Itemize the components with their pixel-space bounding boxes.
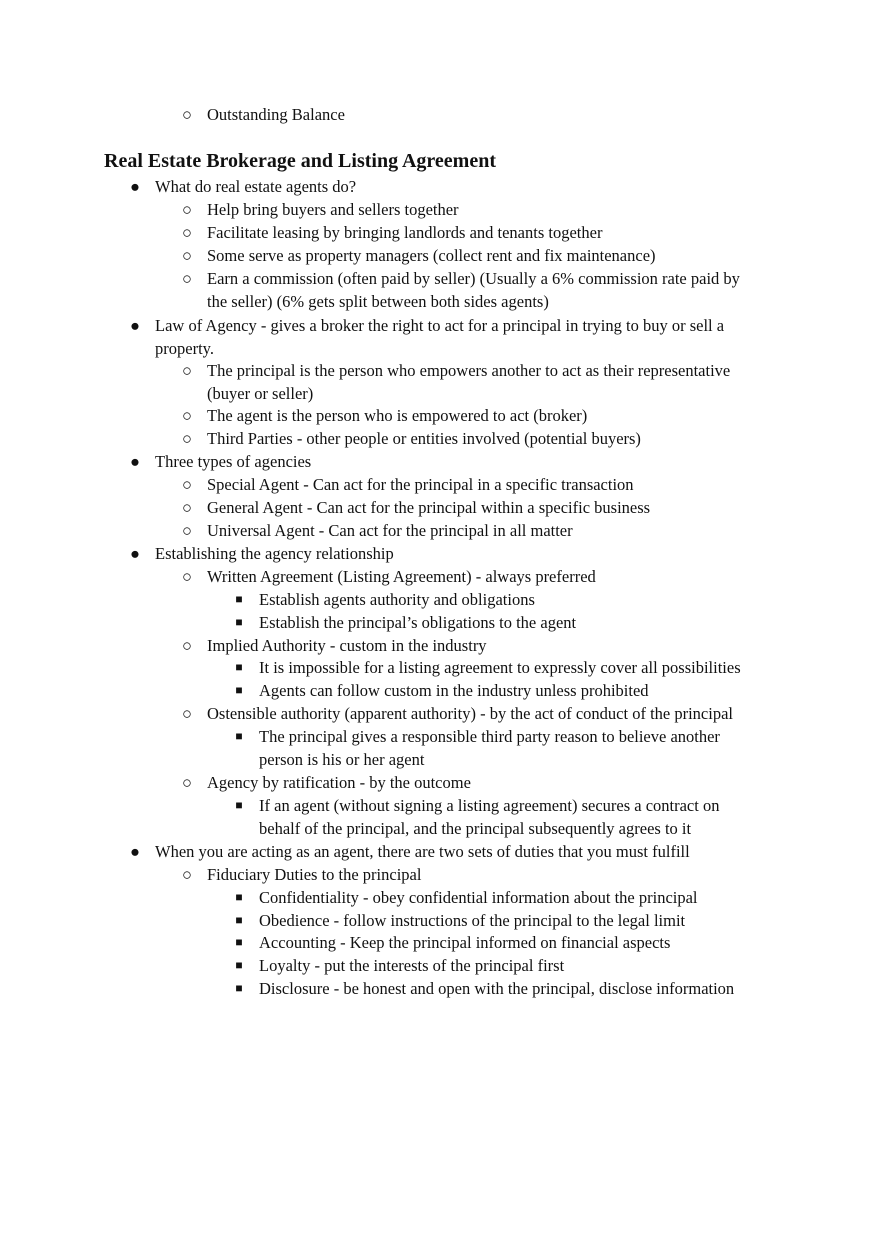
outline-subsubitem: Establish the principal’s obligations to the agent (259, 613, 577, 632)
bullet-hollow: ○ (182, 704, 192, 723)
section-heading: Real Estate Brokerage and Listing Agreement (104, 150, 497, 172)
outline-subitem: Fiduciary Duties to the principal (207, 865, 422, 884)
outline-item-continuation: property. (155, 339, 214, 358)
outline-subitem: Special Agent - Can act for the principal in a specific transaction (207, 475, 634, 494)
bullet-square: ■ (235, 913, 243, 927)
bullet-hollow: ○ (182, 223, 192, 242)
outline-subitem: Implied Authority - custom in the industry (207, 636, 487, 655)
outline-subitem: Third Parties - other people or entities involved (potential buyers) (207, 429, 641, 448)
bullet-hollow: ○ (182, 105, 192, 124)
bullet-hollow: ○ (182, 567, 192, 586)
bullet-filled: ● (130, 316, 140, 335)
outline-subitem-continuation: the seller) (6% gets split between both sides agents) (207, 292, 549, 311)
bullet-hollow: ○ (182, 498, 192, 517)
outline-subitem: The principal is the person who empowers another to act as their representative (207, 361, 731, 380)
bullet-filled: ● (130, 452, 140, 471)
outline-subsubitem-continuation: behalf of the principal, and the principal subsequently agrees to it (259, 819, 692, 838)
outline-subsubitem: If an agent (without signing a listing agreement) secures a contract on (259, 796, 720, 815)
outline-subitem: General Agent - Can act for the principal within a specific business (207, 498, 651, 517)
outline-subsubitem: It is impossible for a listing agreement to expressly cover all possibilities (259, 658, 741, 677)
bullet-square: ■ (235, 890, 243, 904)
bullet-hollow: ○ (182, 200, 192, 219)
outline-subsubitem-continuation: person is his or her agent (259, 750, 425, 769)
outline-item-duties: When you are acting as an agent, there are two sets of duties that you must fulfill (155, 842, 690, 861)
bullet-hollow: ○ (182, 773, 192, 792)
outline-item-establishing: Establishing the agency relationship (155, 544, 394, 563)
outline-subsubitem: The principal gives a responsible third party reason to believe another (259, 727, 720, 746)
bullet-filled: ● (130, 544, 140, 563)
outline-subitem: Written Agreement (Listing Agreement) - always preferred (207, 567, 596, 586)
outline-subsubitem: Agents can follow custom in the industry unless prohibited (259, 681, 649, 700)
bullet-filled: ● (130, 842, 140, 861)
bullet-square: ■ (235, 798, 243, 812)
bullet-hollow: ○ (182, 865, 192, 884)
bullet-square: ■ (235, 958, 243, 972)
outline-subitem: Ostensible authority (apparent authority) - by the act of conduct of the principal (207, 704, 733, 723)
bullet-square: ■ (235, 615, 243, 629)
outline-subsubitem: Establish agents authority and obligations (259, 590, 535, 609)
outline-subsubitem: Loyalty - put the interests of the principal first (259, 956, 565, 975)
bullet-square: ■ (235, 981, 243, 995)
outline-subitem: Earn a commission (often paid by seller) (Usually a 6% commission rate paid by (207, 269, 740, 288)
bullet-square: ■ (235, 660, 243, 674)
outline-subsubitem: Disclosure - be honest and open with the principal, disclose information (259, 979, 735, 998)
outline-item-agents-do: What do real estate agents do? (155, 177, 357, 196)
bullet-square: ■ (235, 683, 243, 697)
outline-subitem: Some serve as property managers (collect rent and fix maintenance) (207, 246, 656, 265)
outline-subitem: Universal Agent - Can act for the principal in all matter (207, 521, 573, 540)
outline-item-law-of-agency: Law of Agency - gives a broker the right to act for a principal in trying to buy or sell a (155, 316, 725, 335)
outline-item-three-types: Three types of agencies (155, 452, 312, 471)
bullet-filled: ● (130, 177, 140, 196)
bullet-hollow: ○ (182, 361, 192, 380)
outline-subitem: Help bring buyers and sellers together (207, 200, 459, 219)
bullet-square: ■ (235, 592, 243, 606)
bullet-hollow: ○ (182, 636, 192, 655)
bullet-hollow: ○ (182, 269, 192, 288)
bullet-hollow: ○ (182, 521, 192, 540)
outline-subitem-continuation: (buyer or seller) (207, 384, 314, 403)
bullet-square: ■ (235, 935, 243, 949)
outline-subitem: Agency by ratification - by the outcome (207, 773, 471, 792)
outline-subitem: The agent is the person who is empowered to act (broker) (207, 406, 588, 425)
outline-subsubitem: Confidentiality - obey confidential information about the principal (259, 888, 698, 907)
bullet-hollow: ○ (182, 406, 192, 425)
outstanding-balance-text: Outstanding Balance (207, 105, 345, 124)
outline-subitem: Facilitate leasing by bringing landlords and tenants together (207, 223, 603, 242)
bullet-square: ■ (235, 729, 243, 743)
bullet-hollow: ○ (182, 246, 192, 265)
bullet-hollow: ○ (182, 475, 192, 494)
bullet-hollow: ○ (182, 429, 192, 448)
outline-subsubitem: Accounting - Keep the principal informed on financial aspects (259, 933, 671, 952)
outline-subsubitem: Obedience - follow instructions of the principal to the legal limit (259, 911, 686, 930)
